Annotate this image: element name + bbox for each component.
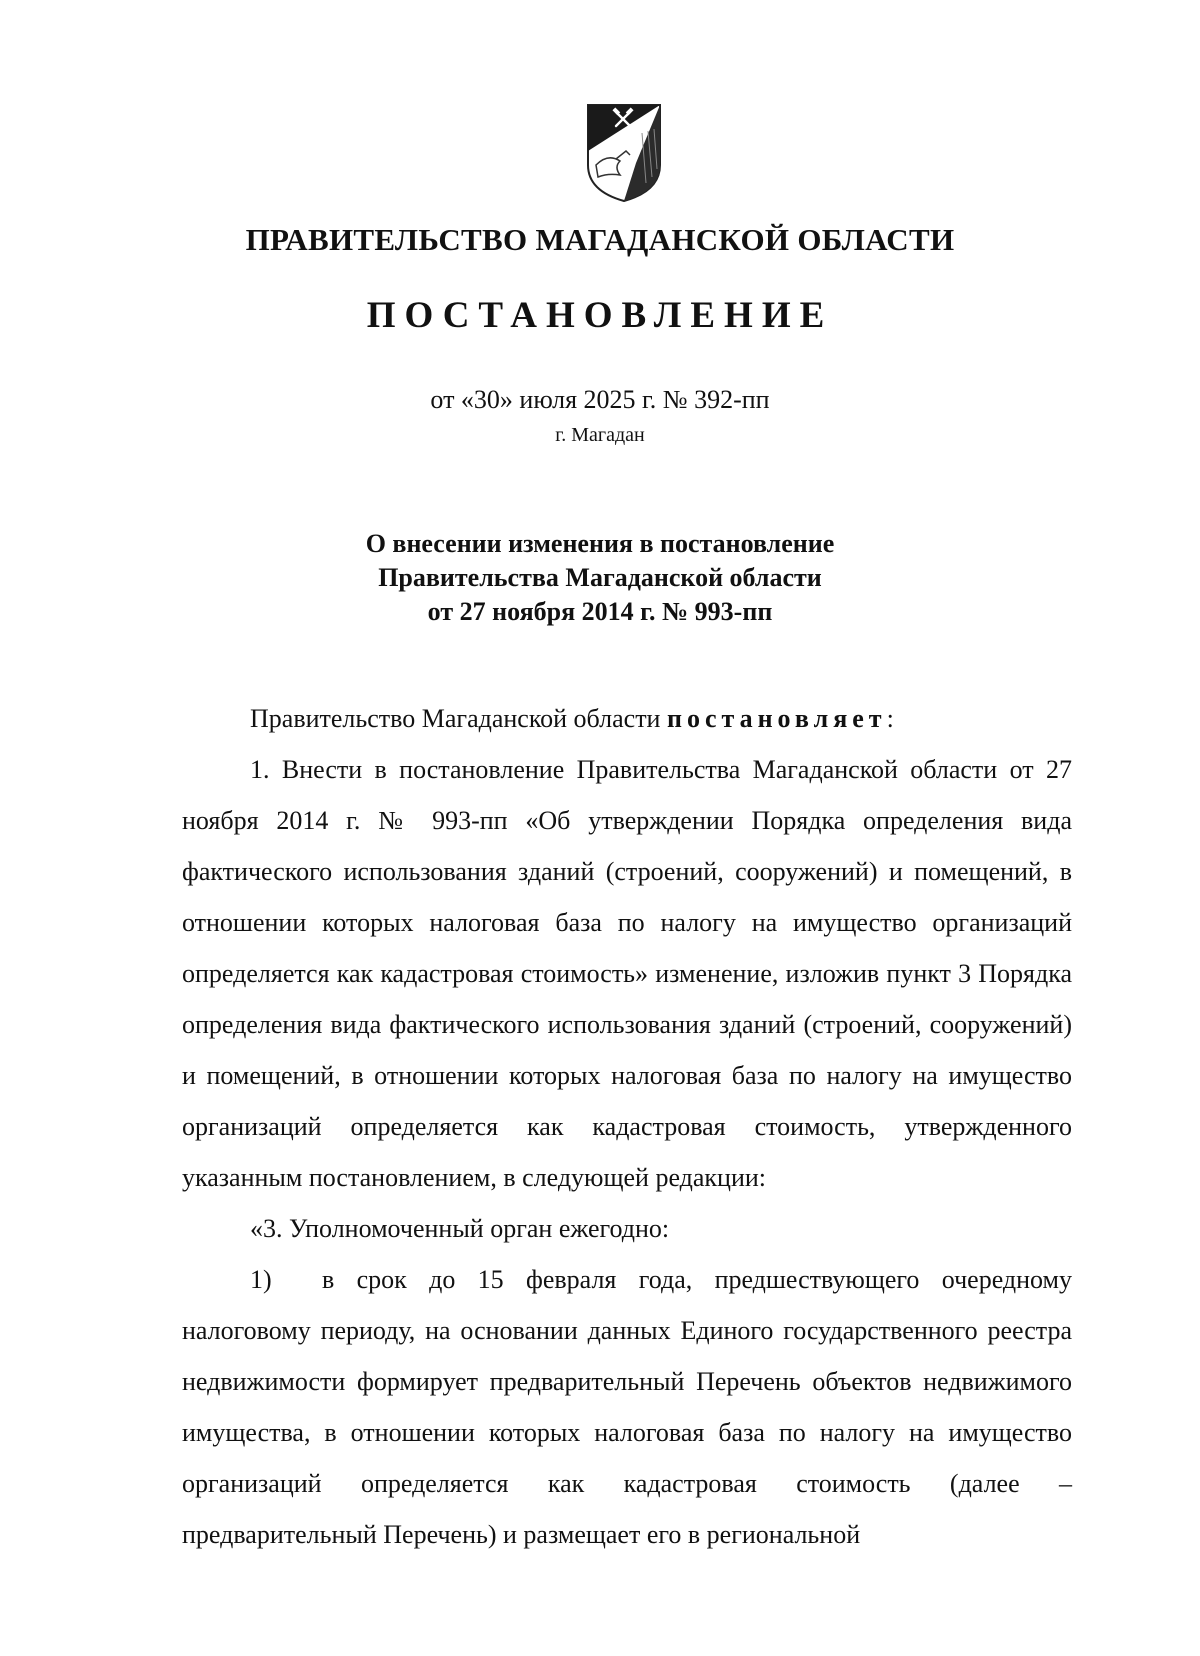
intro-tail: :: [886, 704, 894, 733]
intro-lead: Правительство Магаданской области: [250, 704, 667, 733]
paragraph-3: [182, 1254, 1072, 1560]
paragraph-2: «3. Уполномоченный орган ежегодно:: [250, 1214, 670, 1243]
coat-of-arms-icon: [586, 103, 662, 203]
document-date-number: от «30» июля 2025 г. № 392-пп: [430, 385, 770, 414]
intro-keyword: постановляет: [666, 704, 887, 733]
government-title: ПРАВИТЕЛЬСТВО МАГАДАНСКОЙ ОБЛАСТИ: [245, 222, 955, 257]
item-number: 1): [250, 1265, 272, 1294]
document-city: г. Магадан: [555, 424, 645, 446]
paragraph-1: 1. Внести в постановление Правительства Магаданской области от 27 ноября 2014 г. № 993-пп «Об утверждении Порядка определения вида фактического использования зданий (строений, сооружений) и помещений, в отношении которых налоговая база по налогу на имущество организаций определяется как кадастровая стоимость» изменение, изложив пункт 3 Порядка определения вида фактического использования зданий (строений, сооружений) и помещений, в отношении которых налоговая база по налогу на имущество организаций определяется как кадастровая стоимость, утвержденного указанным постановлением, в следующей редакции:: [182, 755, 1072, 1192]
subject-line-2: Правительства Магаданской области: [378, 563, 822, 592]
document-body: [182, 693, 1072, 1560]
document-subject: [0, 527, 1200, 629]
subject-line-1: О внесении изменения в постановление: [365, 529, 835, 558]
item-text: в срок до 15 февраля года, предшествующего очередному налоговому периоду, на основании данных Единого государственного реестра недвижимости формирует предварительный Перечень объектов недвижимого имущества, в отношении которых налоговая база по налогу на имущество организаций определяется как кадастровая стоимость (далее – предварительный Перечень) и размещает его в региональной: [182, 1265, 1072, 1549]
intro-paragraph: [182, 693, 1072, 744]
document-type-heading: ПОСТАНОВЛЕНИЕ: [366, 295, 834, 336]
subject-line-3: от 27 ноября 2014 г. № 993-пп: [427, 597, 773, 626]
